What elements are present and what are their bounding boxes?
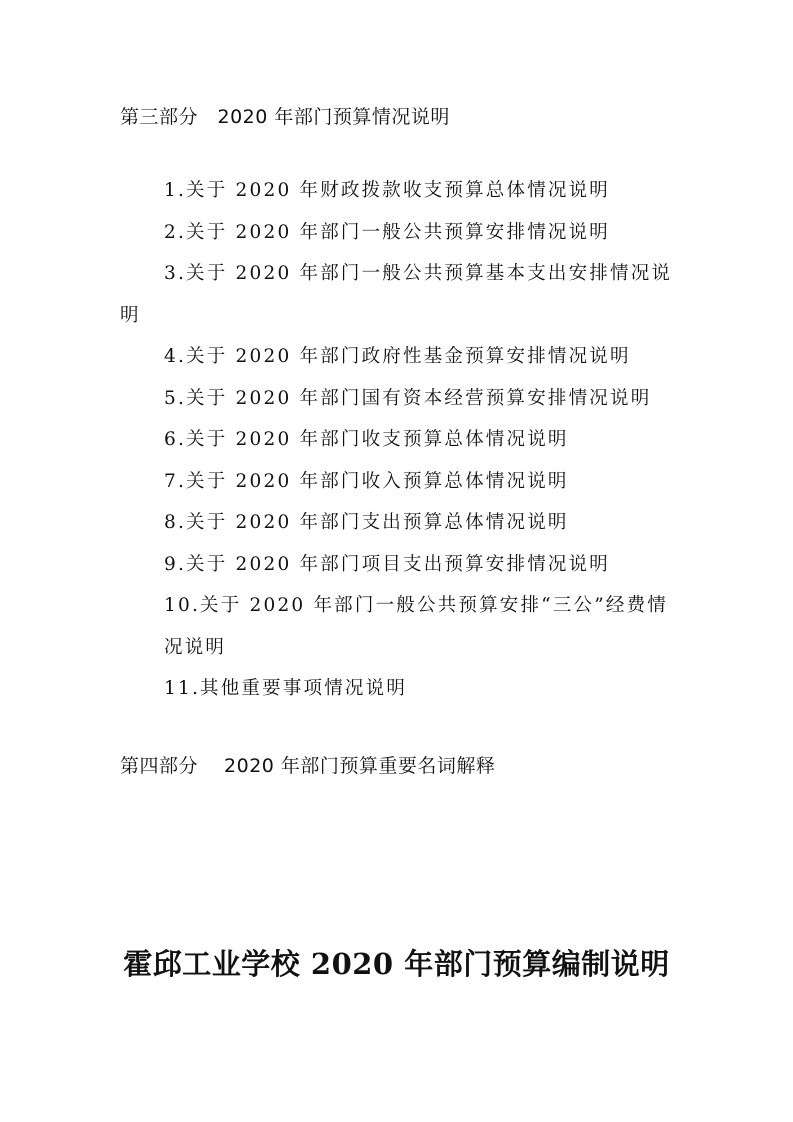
toc-item-2: 2.关于 2020 年部门一般公共预算安排情况说明 <box>164 221 610 243</box>
toc-item-5: 5.关于 2020 年部门国有资本经营预算安排情况说明 <box>164 387 652 409</box>
toc-item-9: 9.关于 2020 年部门项目支出预算安排情况说明 <box>164 553 610 575</box>
toc-item-6: 6.关于 2020 年部门收支预算总体情况说明 <box>164 429 569 450</box>
toc-item-10: 10.关于 2020 年部门一般公共预算安排“三公”经费情况说明 <box>164 595 668 658</box>
toc-item-11: 11.其他重要事项情况说明 <box>164 678 408 699</box>
document-title: 霍邱工业学校 2020 年部门预算编制说明 <box>123 947 670 981</box>
section-heading-part4: 第四部分 2020 年部门预算重要名词解释 <box>120 755 496 777</box>
toc-item-1: 1.关于 2020 年财政拨款收支预算总体情况说明 <box>164 180 610 201</box>
toc-item-8: 8.关于 2020 年部门支出预算总体情况说明 <box>164 512 569 533</box>
toc-item-7: 7.关于 2020 年部门收入预算总体情况说明 <box>164 470 569 492</box>
section-heading-part3: 第三部分 2020 年部门预算情况说明 <box>120 106 450 128</box>
toc-item-4: 4.关于 2020 年部门政府性基金预算安排情况说明 <box>164 346 631 367</box>
toc-list <box>120 170 680 710</box>
toc-item-3: 3.关于 2020 年部门一般公共预算基本支出安排情况说明 <box>120 263 673 326</box>
